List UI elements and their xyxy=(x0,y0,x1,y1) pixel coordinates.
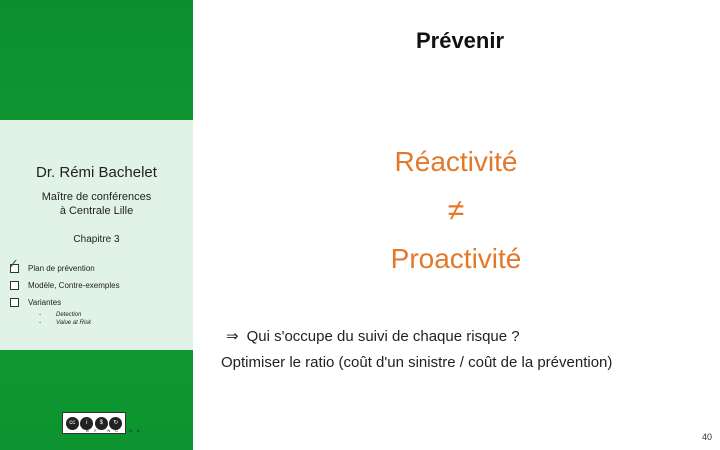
by-icon: i xyxy=(80,417,93,430)
toc-item-modele[interactable] xyxy=(8,277,188,294)
checkmark-icon: ✓ xyxy=(8,256,19,271)
implies-icon: ⇒ xyxy=(226,328,239,345)
question-line xyxy=(226,327,520,345)
toc-subitem-label: Detection xyxy=(56,312,82,318)
license-labels: BY NC SA xyxy=(86,428,145,433)
dash-icon: - xyxy=(39,312,41,318)
toc-subitem-detection[interactable] xyxy=(8,311,188,319)
page-number: 40 xyxy=(701,432,712,442)
chapter-label: Chapitre 3 xyxy=(73,234,120,245)
sidebar-panel xyxy=(0,0,193,450)
slide-title: Prévenir xyxy=(415,28,505,53)
toc-item-label: Plan de prévention xyxy=(28,264,95,273)
toc-item-plan[interactable] xyxy=(8,256,188,277)
author-name: Dr. Rémi Bachelet xyxy=(36,164,157,181)
question-text: Qui s'occupe du suivi de chaque risque ? xyxy=(246,328,520,345)
concept-reactivity: Réactivité xyxy=(394,146,518,177)
not-equal-icon: ≠ xyxy=(447,194,465,227)
sa-icon: ↻ xyxy=(109,417,122,430)
checkbox-icon xyxy=(10,281,19,290)
toc-subitem-var[interactable] xyxy=(8,319,188,327)
cc-icon: cc xyxy=(66,417,79,430)
table-of-contents xyxy=(8,256,188,327)
dash-icon: - xyxy=(39,320,41,326)
toc-item-variantes[interactable] xyxy=(8,294,188,311)
toc-item-label: Modèle, Contre-exemples xyxy=(28,281,120,290)
author-title-line1: Maître de conférences xyxy=(41,191,152,203)
toc-subitem-label: Value at Risk xyxy=(56,320,92,326)
author-title-line2: à Centrale Lille xyxy=(59,205,134,217)
toc-item-label: Variantes xyxy=(28,298,62,307)
optimize-text: Optimiser le ratio (coût d'un sinistre / coût de la prévention) xyxy=(221,354,613,371)
concept-proactivity: Proactivité xyxy=(390,243,522,274)
author-title xyxy=(0,190,193,218)
nc-icon: $ xyxy=(95,417,108,430)
checkbox-icon xyxy=(10,298,19,307)
